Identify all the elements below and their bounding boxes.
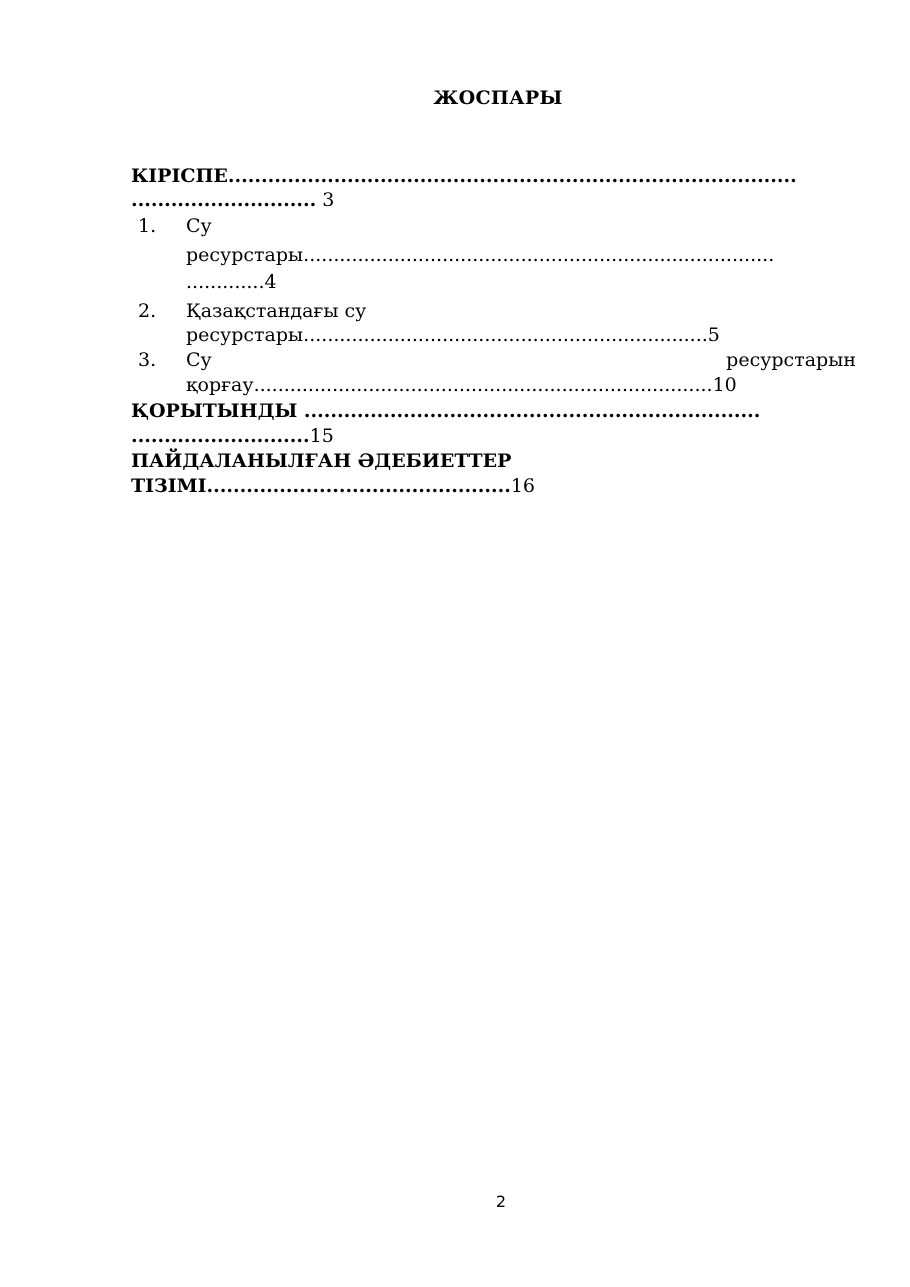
toc-item1-word: Су: [186, 215, 212, 237]
page-title: ЖОСПАРЫ: [433, 87, 563, 109]
toc-item3-number: 3.: [138, 349, 157, 371]
toc-references-line2: [131, 473, 535, 499]
toc-intro-dots: ............................: [131, 189, 317, 211]
toc-item3-word2: ресурстарын: [726, 349, 856, 371]
toc-item3-line2: қорғау............................................................................10: [186, 374, 737, 396]
toc-intro-line1: КІРІСПЕ......................................................................................: [131, 165, 797, 187]
toc-item1-number: 1.: [138, 215, 157, 237]
toc-references-line1: ПАЙДАЛАНЫЛҒАН ӘДЕБИЕТТЕР: [131, 450, 512, 472]
toc-item3-word1: Су: [186, 349, 212, 371]
toc-conclusion-dots: ...........................: [131, 425, 310, 447]
toc-references-text: ТІЗІМІ..............................................: [131, 475, 511, 497]
toc-item2-line1: Қазақстандағы су: [186, 300, 367, 322]
toc-item3-line1: [186, 347, 856, 373]
toc-conclusion-line1: ҚОРЫТЫНДЫ .....................................................................: [131, 400, 761, 422]
toc-item2-number: 2.: [138, 300, 157, 322]
toc-item2-line2: ресурстары...................................................................5: [186, 324, 720, 346]
toc-item1-line2: ресурстары..............................................................................: [186, 244, 775, 266]
toc-conclusion-line2: [131, 423, 334, 449]
page-number: 2: [495, 1192, 507, 1211]
toc-item1-line3: .............4: [186, 271, 277, 293]
toc-intro-page: 3: [316, 189, 335, 211]
toc-conclusion-page: 15: [309, 425, 334, 447]
toc-references-page: 16: [510, 475, 536, 497]
toc-intro-line2: [131, 187, 334, 213]
